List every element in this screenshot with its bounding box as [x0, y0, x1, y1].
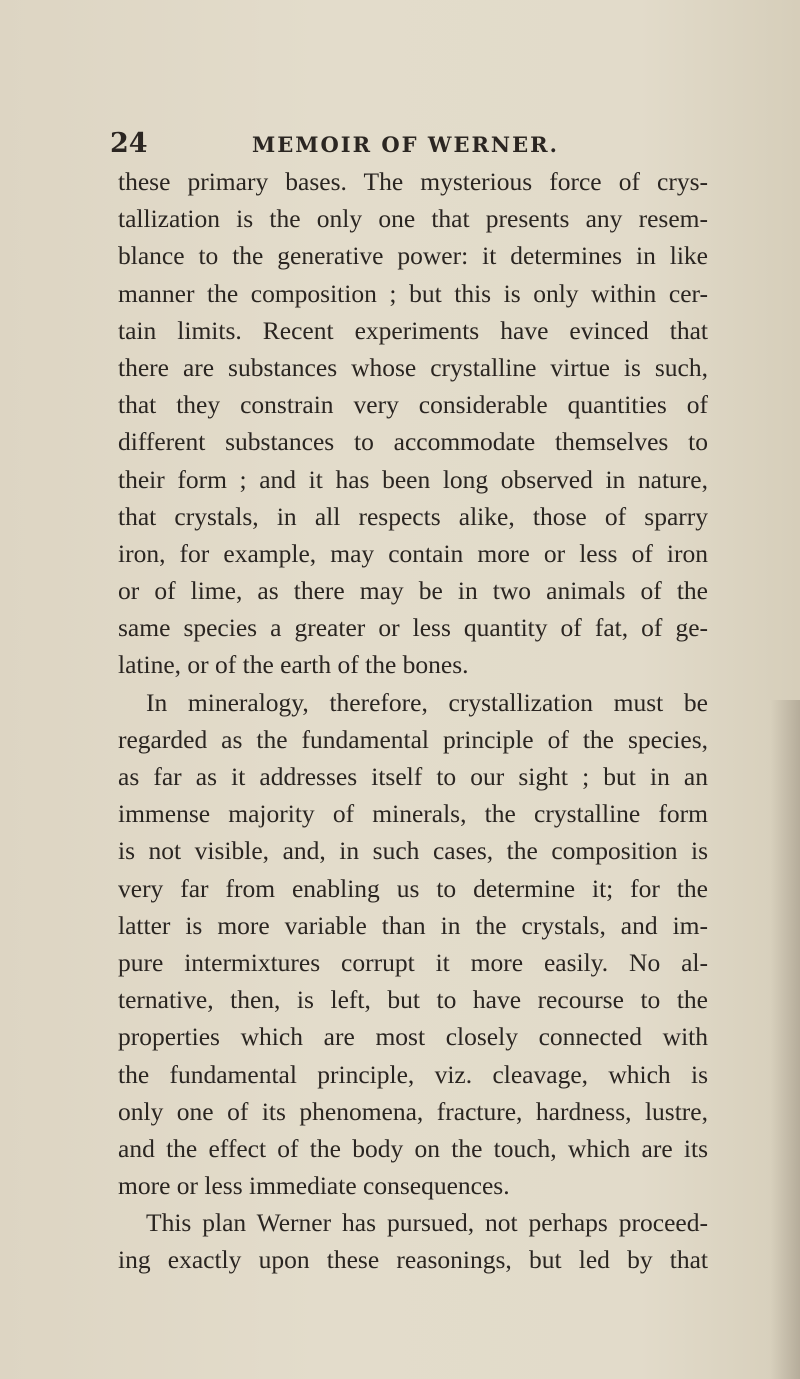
- text-line: ternative, then, is left, but to have recourse to the: [118, 985, 708, 1015]
- text-line: pure intermixtures corrupt it more easily. No al-: [118, 947, 708, 977]
- text-line: or of lime, as there may be in two animals of the: [118, 576, 708, 606]
- text-line: ing exactly upon these reasonings, but led by that: [118, 1245, 708, 1275]
- text-line: blance to the generative power: it determines in like: [118, 241, 708, 271]
- text-line: manner the composition ; but this is only within cer-: [118, 278, 708, 308]
- page-number: 24: [110, 128, 148, 159]
- text-line: same species a greater or less quantity of fat, of ge-: [118, 613, 708, 643]
- text-line: regarded as the fundamental principle of the species,: [118, 724, 708, 754]
- text-line: immense majority of minerals, the crystalline form: [118, 799, 708, 829]
- page-header: [110, 128, 710, 168]
- text-line: as far as it addresses itself to our sight ; but in an: [118, 762, 708, 791]
- text-line: In mineralogy, therefore, crystallization must be: [146, 687, 708, 717]
- body-text: [118, 163, 708, 1279]
- text-line: latine, or of the earth of the bones.: [118, 650, 469, 680]
- text-line: latter is more variable than in the crystals, and im-: [118, 910, 708, 940]
- text-line: more or less immediate consequences.: [118, 1171, 510, 1201]
- text-line: and the effect of the body on the touch, which are its: [118, 1133, 708, 1163]
- text-line: This plan Werner has pursued, not perhaps proceed-: [146, 1208, 708, 1238]
- text-line: different substances to accommodate themselves to: [118, 427, 708, 457]
- text-line: their form ; and it has been long observed in nature,: [118, 464, 708, 494]
- text-line: that crystals, in all respects alike, those of sparry: [118, 501, 708, 531]
- text-line: properties which are most closely connected with: [118, 1022, 708, 1052]
- text-line: tallization is the only one that presents any resem-: [118, 204, 708, 234]
- text-line: iron, for example, may contain more or less of iron: [118, 538, 708, 568]
- text-line: very far from enabling us to determine it; for the: [118, 873, 708, 903]
- page-edge-shadow: [770, 700, 800, 1379]
- text-line: is not visible, and, in such cases, the composition is: [118, 836, 708, 866]
- text-line: tain limits. Recent experiments have evinced that: [118, 315, 708, 345]
- running-head: MEMOIR OF WERNER.: [252, 132, 559, 157]
- text-line: only one of its phenomena, fracture, hardness, lustre,: [118, 1096, 708, 1126]
- text-line: these primary bases. The mysterious force of crys-: [118, 167, 708, 196]
- text-line: that they constrain very considerable quantities of: [118, 390, 708, 420]
- text-line: there are substances whose crystalline virtue is such,: [118, 352, 708, 382]
- text-line: the fundamental principle, viz. cleavage, which is: [118, 1059, 708, 1089]
